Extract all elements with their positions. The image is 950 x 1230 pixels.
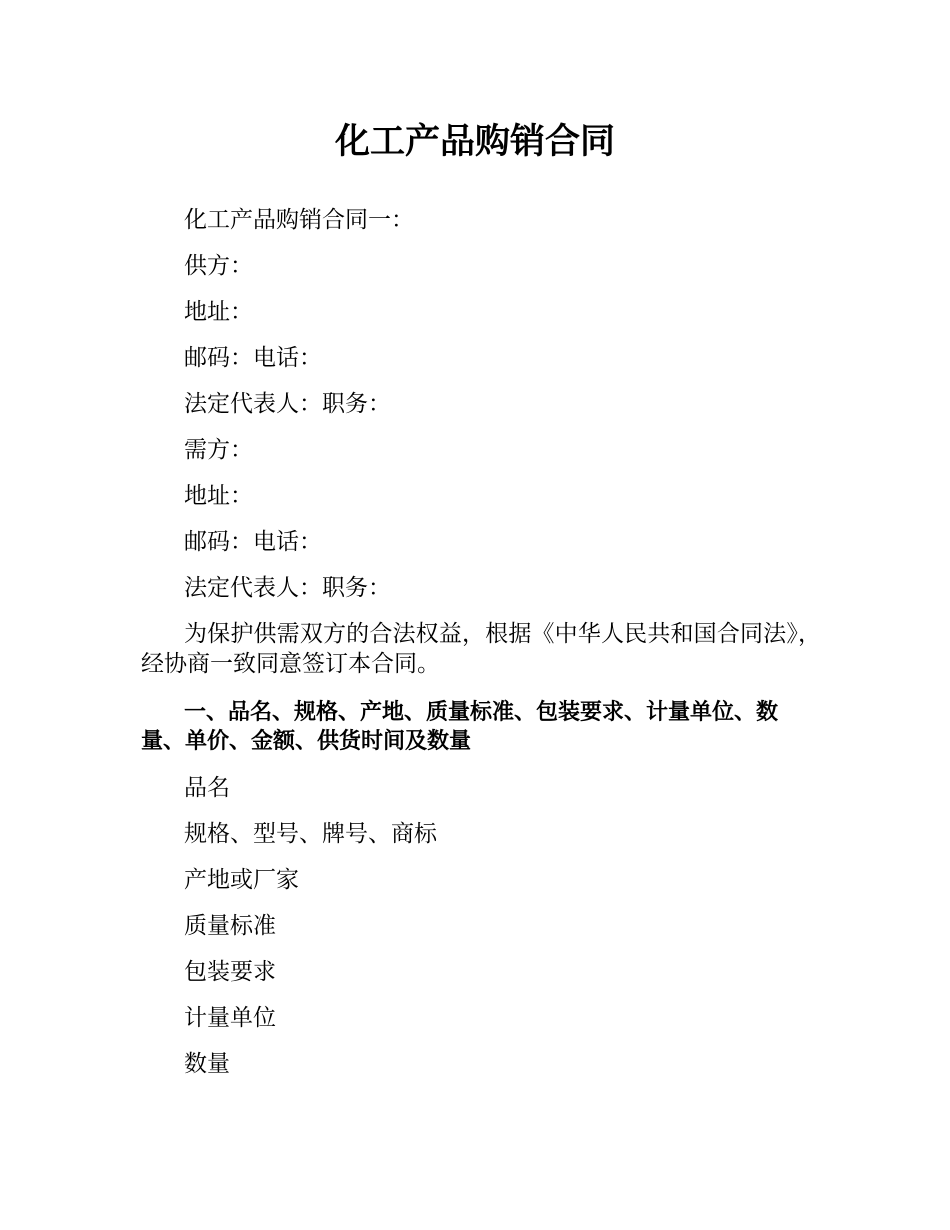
buyer-postcode-phone-line: 邮码：电话： xyxy=(184,529,322,555)
item-quality-standard: 质量标准 xyxy=(184,913,276,939)
supplier-postcode-phone-line: 邮码：电话： xyxy=(184,345,322,371)
item-packaging: 包装要求 xyxy=(184,959,276,985)
supplier-line: 供方： xyxy=(184,253,253,279)
buyer-line: 需方： xyxy=(184,437,253,463)
item-product-name: 品名 xyxy=(184,775,230,801)
buyer-address-line: 地址： xyxy=(184,483,253,509)
buyer-representative-line: 法定代表人：职务： xyxy=(184,575,391,601)
item-unit: 计量单位 xyxy=(184,1005,276,1031)
section-1-heading: 一、品名、规格、产地、质量标准、包装要求、计量单位、数量、单价、金额、供货时间及数量 xyxy=(141,700,779,754)
document-title: 化工产品购销合同 xyxy=(334,122,615,162)
supplier-representative-line: 法定代表人：职务： xyxy=(184,391,391,417)
supplier-address-line: 地址： xyxy=(184,299,253,325)
preamble-paragraph: 为保护供需双方的合法权益，根据《中华人民共和国合同法》，经协商一致同意签订本合同。 xyxy=(141,621,821,677)
item-quantity: 数量 xyxy=(184,1051,230,1077)
item-specification: 规格、型号、牌号、商标 xyxy=(184,821,437,847)
item-origin: 产地或厂家 xyxy=(184,867,299,893)
contract-subtitle: 化工产品购销合同一： xyxy=(184,207,414,233)
